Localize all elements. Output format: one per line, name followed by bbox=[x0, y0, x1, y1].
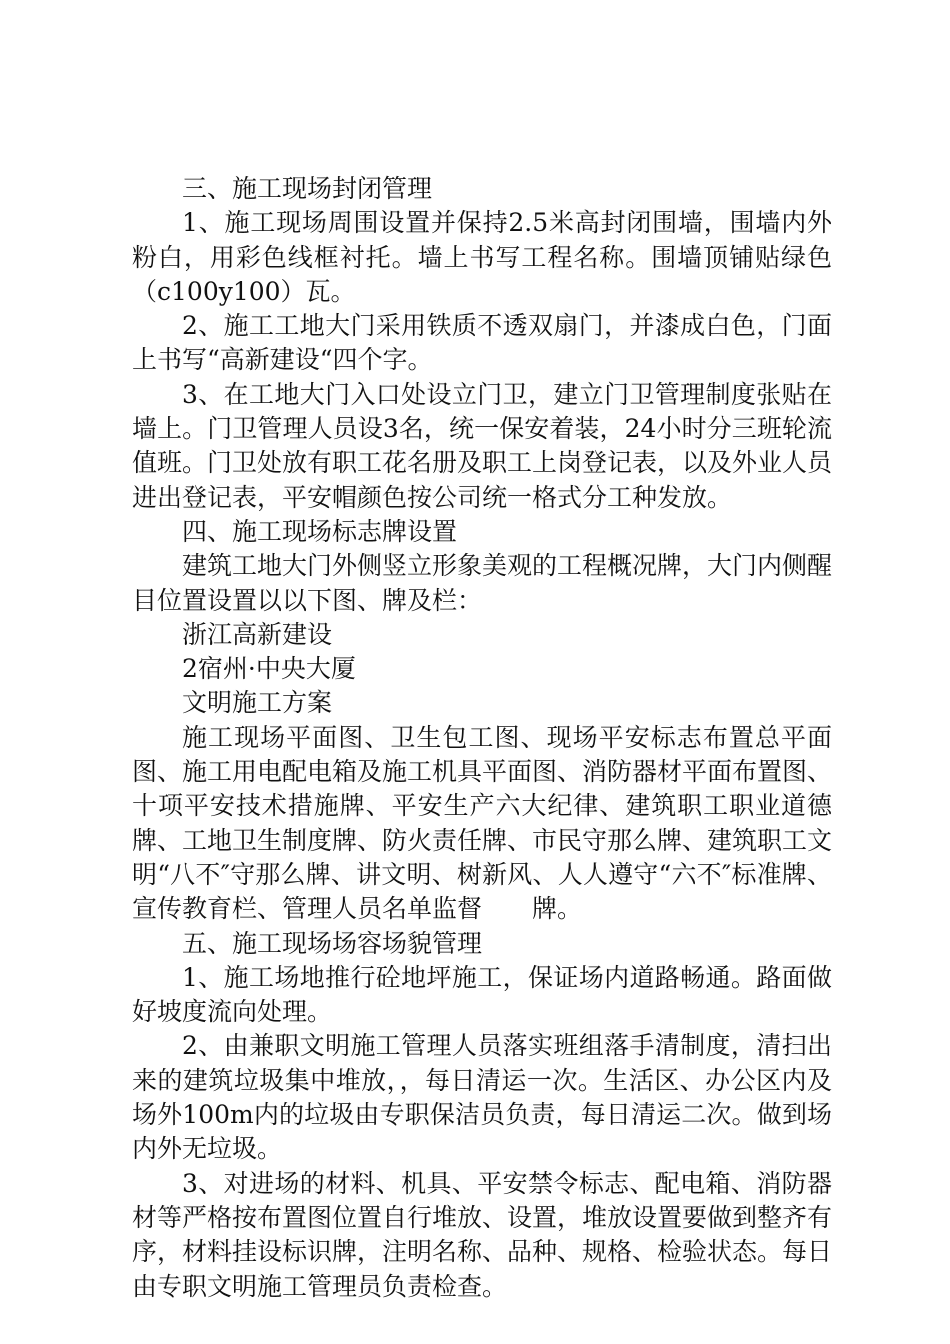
paragraph-3-2: 2、施工工地大门采用铁质不透双扇门，并漆成白色，门面上书写“高新建设“四个字。 bbox=[132, 311, 832, 375]
heading-section-3: 三、施工现场封闭管理 bbox=[182, 174, 433, 203]
sign-line-project: 2宿州·中央大厦 bbox=[182, 654, 356, 684]
paragraph-4-intro: 建筑工地大门外侧竖立形象美观的工程概况牌，大门内侧醒目位置设置以以下图、牌及栏： bbox=[132, 551, 833, 615]
heading-section-4: 四、施工现场标志牌设置 bbox=[182, 516, 458, 546]
sign-line-plan: 文明施工方案 bbox=[182, 688, 333, 718]
paragraph-4-signs-list: 施工现场平面图、卫生包工图、现场平安标志布置总平面图、施工用电配电箱及施工机具平面图、消防器材平面布置图、十项平安技术措施牌、平安生产六大纪律、建筑职工职业道德牌、工地卫生制度牌、防火责任牌、市民守那么牌、建筑职工文明“八不″守那么牌、讲文明、树新风、人人遵守“六不″标准牌、宣传教育栏、管理人员名单监督 牌。 bbox=[132, 722, 833, 924]
paragraph-3-1: 1、施工现场周围设置并保持2.5米高封闭围墙，围墙内外粉白，用彩色线框衬托。墙上书写工程名称。围墙顶铺贴绿色（c100y100）瓦。 bbox=[132, 208, 832, 306]
paragraph-5-1: 1、施工场地推行砼地坪施工，保证场内道路畅通。路面做好坡度流向处理。 bbox=[132, 962, 832, 1027]
heading-section-5: 五、施工现场场容场貌管理 bbox=[182, 928, 483, 958]
sign-line-company: 浙江高新建设 bbox=[182, 619, 333, 649]
paragraph-5-2: 2、由兼职文明施工管理人员落实班组落手清制度，清扫出来的建筑垃圾集中堆放，，每日清运一次。生活区、办公区内及场外100m内的垃圾由专职保洁员负责，每日清运二次。做到场内外无垃圾。 bbox=[132, 1031, 832, 1164]
paragraph-3-3: 3、在工地大门入口处设立门卫，建立门卫管理制度张贴在墙上。门卫管理人员设3名，统一保安着装，24小时分三班轮流值班。门卫处放有职工花名册及职工上岗登记表，以及外业人员进出登记表，平安帽颜色按公司统一格式分工种发放。 bbox=[132, 379, 833, 512]
document-body bbox=[132, 172, 832, 1304]
paragraph-5-3: 3、对进场的材料、机具、平安禁令标志、配电箱、消防器材等严格按布置图位置自行堆放、设置，堆放设置要做到整齐有序，材料挂设标识牌，注明名称、品种、规格、检验状态。每日由专职文明施工管理员负责检查。 bbox=[132, 1168, 833, 1301]
